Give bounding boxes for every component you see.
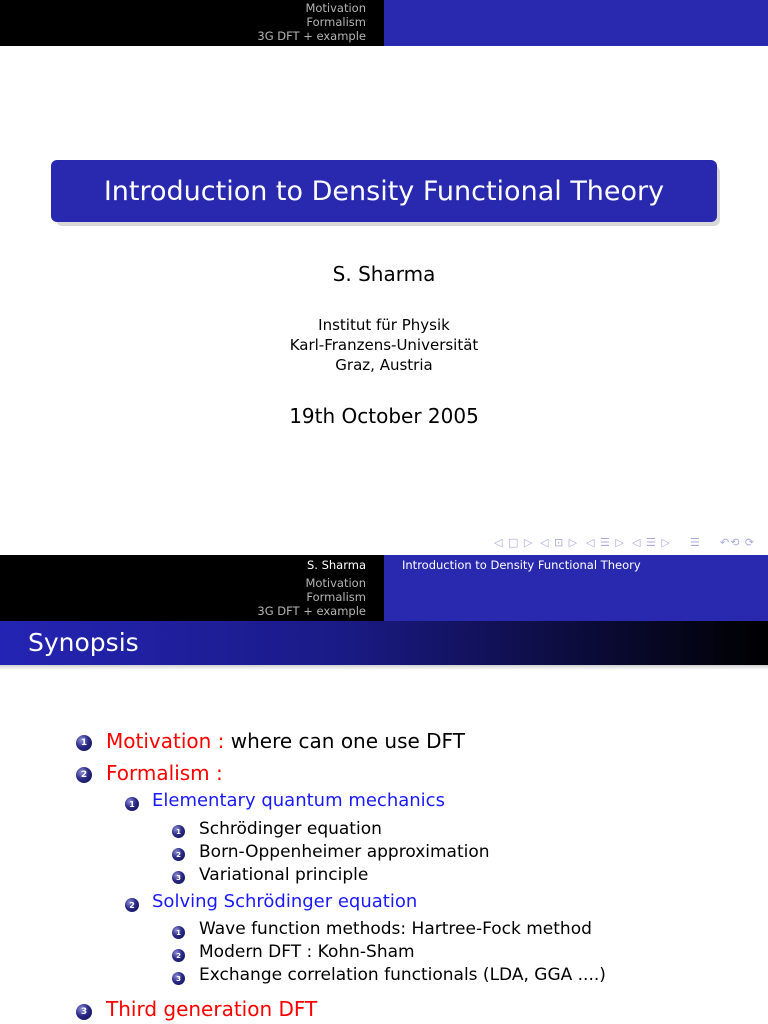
enum-bullet: 1 xyxy=(172,926,185,939)
presentation-title: Introduction to Density Functional Theory xyxy=(103,175,665,207)
frame-title: Synopsis xyxy=(28,628,139,657)
enum-bullet: 3 xyxy=(76,1004,92,1020)
nav-section-formalism[interactable]: Formalism xyxy=(306,15,366,29)
enum-bullet: 1 xyxy=(76,735,92,751)
enum-bullet: 3 xyxy=(172,972,185,985)
subsubitem: Modern DFT : Kohn-Sham xyxy=(199,942,415,962)
slide1-header-right xyxy=(384,0,768,46)
institute-line: Institut für Physik xyxy=(318,316,450,334)
nav-section-3g-dft[interactable]: 3G DFT + example xyxy=(257,604,366,618)
nav-section-formalism[interactable]: Formalism xyxy=(306,590,366,604)
author-name: S. Sharma xyxy=(332,262,436,286)
slide2-header-right xyxy=(384,555,768,621)
presentation-date: 19th October 2005 xyxy=(289,404,479,428)
section-nav-icon-2[interactable]: ◁ ☰ ▷ xyxy=(632,536,671,549)
item-label: Third generation DFT xyxy=(106,997,318,1021)
enum-bullet: 2 xyxy=(125,898,139,912)
subsubitem: Schrödinger equation xyxy=(199,819,382,839)
title-box xyxy=(51,160,717,222)
subsubitem: Born-Oppenheimer approximation xyxy=(199,842,490,862)
institute-line: Karl-Franzens-Universität xyxy=(289,336,479,354)
document-nav-icon[interactable]: ☰ xyxy=(690,536,701,549)
enum-bullet: 2 xyxy=(76,767,92,783)
nav-section-3g-dft[interactable]: 3G DFT + example xyxy=(257,29,366,43)
enum-bullet: 2 xyxy=(172,949,185,962)
enum-bullet: 3 xyxy=(172,871,185,884)
subsubitem: Variational principle xyxy=(199,865,369,885)
header-short-title: Introduction to Density Functional Theory xyxy=(402,558,641,572)
item-text: where can one use DFT xyxy=(224,729,465,753)
subsubitem: Wave function methods: Hartree-Fock method xyxy=(199,919,592,939)
list-item xyxy=(106,729,465,753)
subitem-label: Solving Schrödinger equation xyxy=(152,891,418,912)
frame-nav-icon[interactable]: ◁ □ ▷ xyxy=(494,536,534,549)
item-label: Formalism : xyxy=(106,761,223,785)
enum-bullet: 1 xyxy=(125,797,139,811)
item-label: Motivation : xyxy=(106,729,225,753)
subsection-nav-icon[interactable]: ◁ ⊡ ▷ xyxy=(540,536,579,549)
institute-line: Graz, Austria xyxy=(335,356,433,374)
subitem-label: Elementary quantum mechanics xyxy=(152,790,445,811)
header-author: S. Sharma xyxy=(306,558,366,572)
nav-section-motivation[interactable]: Motivation xyxy=(305,1,366,15)
slide2-header-left xyxy=(0,555,384,621)
enum-bullet: 2 xyxy=(172,848,185,861)
enum-bullet: 1 xyxy=(172,825,185,838)
section-nav-icon[interactable]: ◁ ☰ ▷ xyxy=(586,536,625,549)
subsubitem: Exchange correlation functionals (LDA, GGA ....) xyxy=(199,965,606,985)
slide1-header-left xyxy=(0,0,384,46)
frame-title-shadow xyxy=(0,665,768,670)
institute-block xyxy=(0,315,768,375)
nav-section-motivation[interactable]: Motivation xyxy=(305,576,366,590)
search-nav-icon[interactable]: ↶⟲ ⟳ xyxy=(720,536,756,549)
